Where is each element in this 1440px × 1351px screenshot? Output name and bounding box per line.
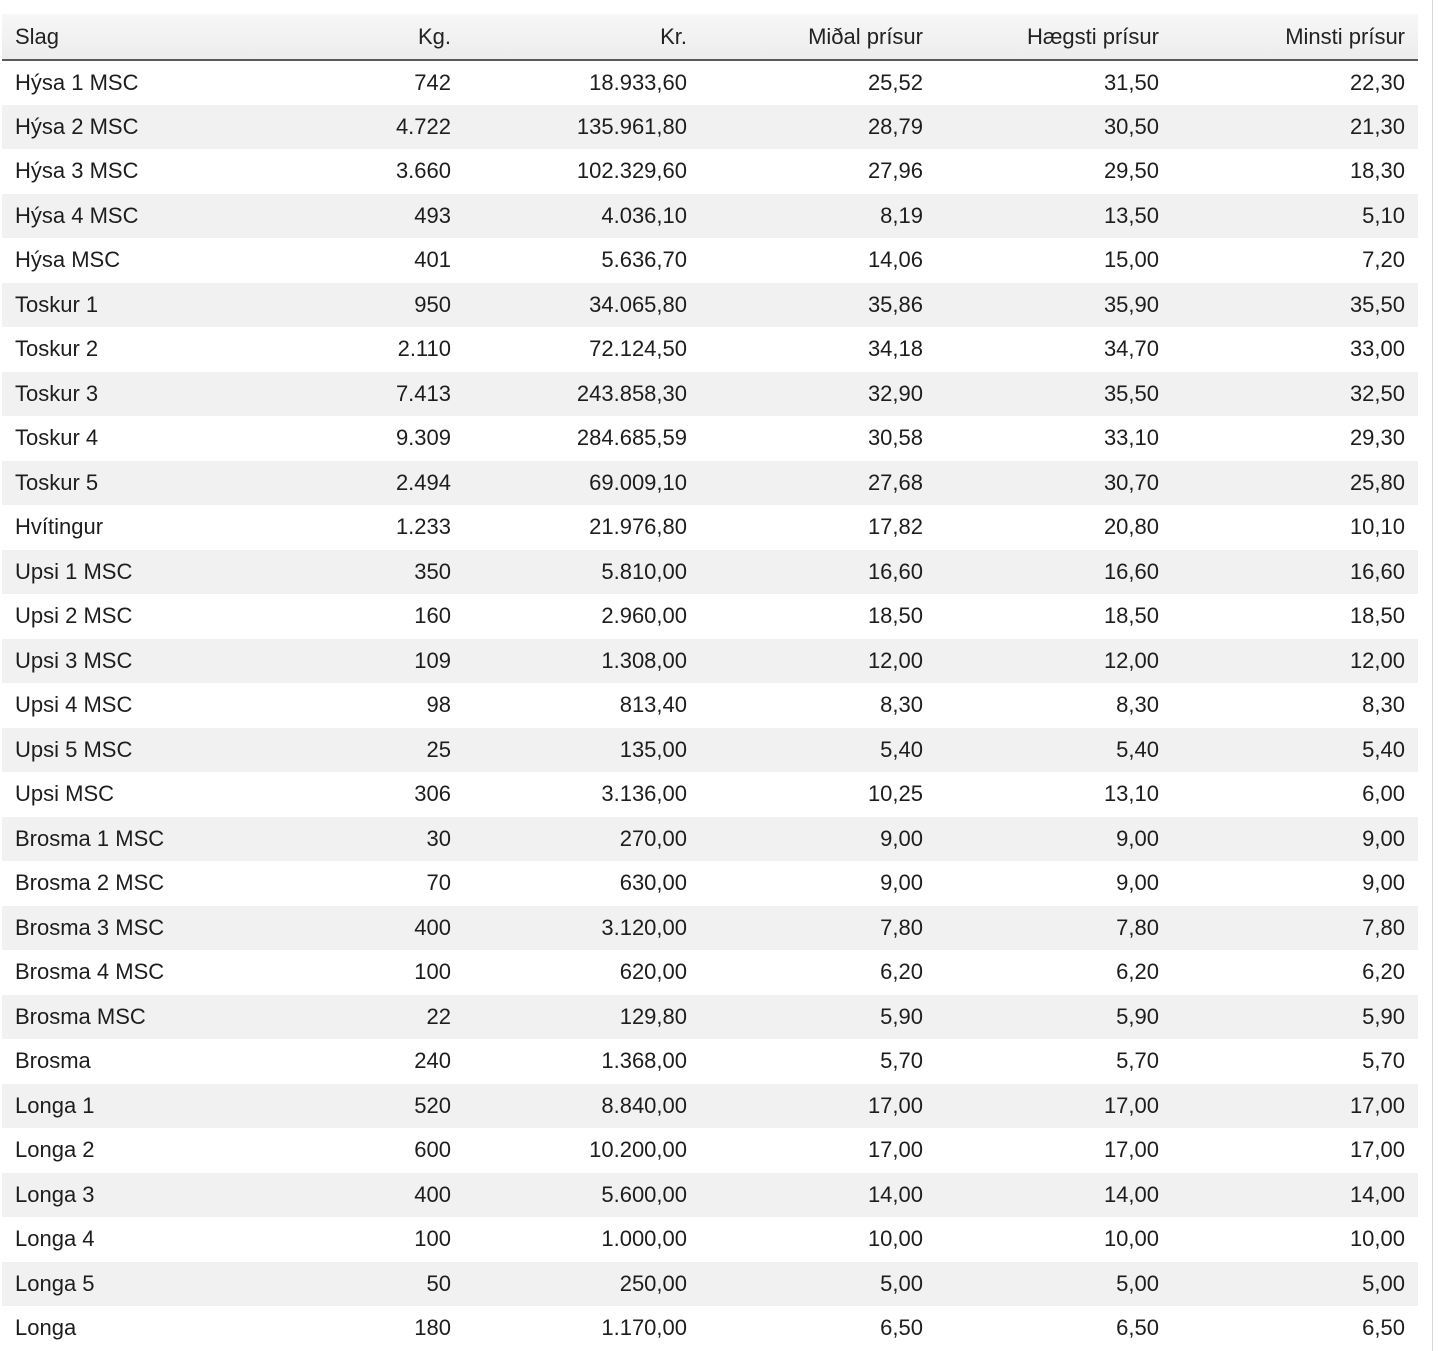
header-row bbox=[2, 14, 1418, 60]
table-row bbox=[2, 1084, 1418, 1129]
highest-price-cell: 18,50 bbox=[1103, 603, 1159, 629]
table-row bbox=[2, 861, 1418, 906]
species-cell: Upsi MSC bbox=[15, 781, 115, 807]
lowest-price-cell: 33,00 bbox=[1349, 336, 1405, 362]
table-row bbox=[2, 1217, 1418, 1262]
average-price-cell: 10,25 bbox=[867, 781, 923, 807]
highest-price-cell: 31,50 bbox=[1103, 69, 1159, 95]
highest-price-cell: 29,50 bbox=[1103, 158, 1159, 184]
highest-price-cell: 5,90 bbox=[1116, 1003, 1159, 1029]
average-price-cell: 17,82 bbox=[867, 514, 923, 540]
table-row bbox=[2, 372, 1418, 417]
species-cell: Brosma 4 MSC bbox=[15, 959, 165, 985]
highest-price-cell: 14,00 bbox=[1103, 1181, 1159, 1207]
average-price-cell: 32,90 bbox=[867, 380, 923, 406]
species-cell: Brosma bbox=[15, 1048, 91, 1074]
price-table bbox=[2, 14, 1418, 1351]
lowest-price-cell: 9,00 bbox=[1362, 870, 1405, 896]
kr-cell: 5.600,00 bbox=[601, 1181, 687, 1207]
highest-price-cell: 5,00 bbox=[1116, 1270, 1159, 1296]
lowest-price-cell: 6,20 bbox=[1362, 959, 1405, 985]
highest-price-cell: 30,50 bbox=[1103, 113, 1159, 139]
species-cell: Toskur 4 bbox=[15, 425, 99, 451]
species-cell: Toskur 3 bbox=[15, 380, 99, 406]
column-header-highest-price[interactable]: Hægsti prísur bbox=[936, 14, 1172, 60]
species-cell: Hýsa 4 MSC bbox=[15, 202, 139, 228]
species-cell: Hýsa 3 MSC bbox=[15, 158, 139, 184]
species-cell: Longa bbox=[15, 1315, 77, 1341]
kg-cell: 600 bbox=[414, 1137, 451, 1163]
species-cell: Longa 2 bbox=[15, 1137, 95, 1163]
kr-cell: 243.858,30 bbox=[576, 380, 687, 406]
kr-cell: 3.136,00 bbox=[601, 781, 687, 807]
table-row bbox=[2, 105, 1418, 150]
kg-cell: 9.309 bbox=[395, 425, 451, 451]
species-cell: Toskur 1 bbox=[15, 291, 99, 317]
column-header-kr[interactable]: Kr. bbox=[464, 14, 700, 60]
table-row bbox=[2, 550, 1418, 595]
lowest-price-cell: 29,30 bbox=[1349, 425, 1405, 451]
highest-price-cell: 13,10 bbox=[1103, 781, 1159, 807]
lowest-price-cell: 18,50 bbox=[1349, 603, 1405, 629]
lowest-price-cell: 8,30 bbox=[1362, 692, 1405, 718]
lowest-price-cell: 5,10 bbox=[1362, 202, 1405, 228]
highest-price-cell: 9,00 bbox=[1116, 870, 1159, 896]
lowest-price-cell: 32,50 bbox=[1349, 380, 1405, 406]
kg-cell: 950 bbox=[414, 291, 451, 317]
species-cell: Toskur 5 bbox=[15, 469, 99, 495]
lowest-price-cell: 5,40 bbox=[1362, 736, 1405, 762]
kr-cell: 135,00 bbox=[619, 736, 687, 762]
table-row bbox=[2, 1128, 1418, 1173]
table-row bbox=[2, 995, 1418, 1040]
lowest-price-cell: 25,80 bbox=[1349, 469, 1405, 495]
average-price-cell: 8,30 bbox=[880, 692, 923, 718]
kg-cell: 109 bbox=[414, 647, 451, 673]
kg-cell: 2.494 bbox=[395, 469, 451, 495]
average-price-cell: 10,00 bbox=[867, 1226, 923, 1252]
column-header-slag[interactable]: Slag bbox=[2, 14, 228, 60]
table-row bbox=[2, 817, 1418, 862]
kg-cell: 7.413 bbox=[395, 380, 451, 406]
table-row bbox=[2, 1262, 1418, 1307]
kr-cell: 18.933,60 bbox=[589, 69, 687, 95]
table-row bbox=[2, 683, 1418, 728]
species-cell: Hýsa MSC bbox=[15, 247, 121, 273]
column-header-lowest-price[interactable]: Minsti prísur bbox=[1172, 14, 1418, 60]
kg-cell: 742 bbox=[414, 69, 451, 95]
kg-cell: 350 bbox=[414, 558, 451, 584]
highest-price-cell: 30,70 bbox=[1103, 469, 1159, 495]
lowest-price-cell: 10,10 bbox=[1349, 514, 1405, 540]
highest-price-cell: 16,60 bbox=[1103, 558, 1159, 584]
table-row bbox=[2, 60, 1418, 105]
species-cell: Upsi 5 MSC bbox=[15, 736, 133, 762]
kr-cell: 10.200,00 bbox=[589, 1137, 687, 1163]
kr-cell: 1.000,00 bbox=[601, 1226, 687, 1252]
kg-cell: 98 bbox=[426, 692, 451, 718]
highest-price-cell: 6,20 bbox=[1116, 959, 1159, 985]
species-cell: Hýsa 2 MSC bbox=[15, 113, 139, 139]
lowest-price-cell: 18,30 bbox=[1349, 158, 1405, 184]
average-price-cell: 35,86 bbox=[867, 291, 923, 317]
kr-cell: 5.810,00 bbox=[601, 558, 687, 584]
kr-cell: 2.960,00 bbox=[601, 603, 687, 629]
kr-cell: 129,80 bbox=[619, 1003, 687, 1029]
highest-price-cell: 8,30 bbox=[1116, 692, 1159, 718]
table-row bbox=[2, 283, 1418, 328]
lowest-price-cell: 5,90 bbox=[1362, 1003, 1405, 1029]
table-row bbox=[2, 1173, 1418, 1218]
average-price-cell: 5,00 bbox=[880, 1270, 923, 1296]
kg-cell: 4.722 bbox=[395, 113, 451, 139]
species-cell: Upsi 3 MSC bbox=[15, 647, 133, 673]
species-cell: Brosma 1 MSC bbox=[15, 825, 165, 851]
species-cell: Longa 3 bbox=[15, 1181, 95, 1207]
highest-price-cell: 10,00 bbox=[1103, 1226, 1159, 1252]
lowest-price-cell: 12,00 bbox=[1349, 647, 1405, 673]
table-row bbox=[2, 594, 1418, 639]
kr-cell: 1.170,00 bbox=[601, 1315, 687, 1341]
lowest-price-cell: 17,00 bbox=[1349, 1092, 1405, 1118]
highest-price-cell: 5,70 bbox=[1116, 1048, 1159, 1074]
table-header bbox=[2, 14, 1418, 60]
species-cell: Upsi 2 MSC bbox=[15, 603, 133, 629]
table-row bbox=[2, 1039, 1418, 1084]
kg-cell: 2.110 bbox=[397, 336, 451, 362]
kg-cell: 400 bbox=[414, 914, 451, 940]
kr-cell: 1.308,00 bbox=[601, 647, 687, 673]
species-cell: Toskur 2 bbox=[15, 336, 99, 362]
average-price-cell: 17,00 bbox=[867, 1137, 923, 1163]
average-price-cell: 5,70 bbox=[880, 1048, 923, 1074]
kg-cell: 70 bbox=[426, 870, 451, 896]
kg-cell: 25 bbox=[426, 736, 451, 762]
table-row bbox=[2, 772, 1418, 817]
kr-cell: 4.036,10 bbox=[601, 202, 687, 228]
average-price-cell: 5,90 bbox=[880, 1003, 923, 1029]
highest-price-cell: 12,00 bbox=[1103, 647, 1159, 673]
kg-cell: 3.660 bbox=[395, 158, 451, 184]
kg-cell: 400 bbox=[414, 1181, 451, 1207]
kg-cell: 180 bbox=[414, 1315, 451, 1341]
kg-cell: 100 bbox=[414, 959, 451, 985]
table-row bbox=[2, 461, 1418, 506]
average-price-cell: 8,19 bbox=[880, 202, 923, 228]
average-price-cell: 16,60 bbox=[867, 558, 923, 584]
kr-cell: 72.124,50 bbox=[589, 336, 687, 362]
highest-price-cell: 34,70 bbox=[1103, 336, 1159, 362]
lowest-price-cell: 6,50 bbox=[1362, 1315, 1405, 1341]
kg-cell: 50 bbox=[426, 1270, 451, 1296]
table-body bbox=[2, 60, 1418, 1351]
average-price-cell: 7,80 bbox=[880, 914, 923, 940]
table-row bbox=[2, 950, 1418, 995]
table-row bbox=[2, 238, 1418, 283]
average-price-cell: 5,40 bbox=[880, 736, 923, 762]
highest-price-cell: 20,80 bbox=[1103, 514, 1159, 540]
table-row bbox=[2, 1306, 1418, 1351]
kr-cell: 102.329,60 bbox=[576, 158, 687, 184]
average-price-cell: 12,00 bbox=[867, 647, 923, 673]
table-row bbox=[2, 327, 1418, 372]
average-price-cell: 14,00 bbox=[867, 1181, 923, 1207]
species-cell: Upsi 4 MSC bbox=[15, 692, 133, 718]
average-price-cell: 6,20 bbox=[880, 959, 923, 985]
kg-cell: 30 bbox=[426, 825, 451, 851]
average-price-cell: 18,50 bbox=[867, 603, 923, 629]
kr-cell: 135.961,80 bbox=[576, 113, 687, 139]
highest-price-cell: 7,80 bbox=[1116, 914, 1159, 940]
kg-cell: 520 bbox=[414, 1092, 451, 1118]
species-cell: Brosma 3 MSC bbox=[15, 914, 165, 940]
lowest-price-cell: 22,30 bbox=[1349, 69, 1405, 95]
kg-cell: 100 bbox=[414, 1226, 451, 1252]
kr-cell: 3.120,00 bbox=[601, 914, 687, 940]
table-row bbox=[2, 416, 1418, 461]
table-row bbox=[2, 505, 1418, 550]
highest-price-cell: 35,50 bbox=[1103, 380, 1159, 406]
highest-price-cell: 33,10 bbox=[1103, 425, 1159, 451]
highest-price-cell: 35,90 bbox=[1103, 291, 1159, 317]
table-row bbox=[2, 906, 1418, 951]
lowest-price-cell: 7,20 bbox=[1362, 247, 1405, 273]
average-price-cell: 9,00 bbox=[880, 870, 923, 896]
average-price-cell: 27,68 bbox=[867, 469, 923, 495]
table-row bbox=[2, 194, 1418, 239]
table-row bbox=[2, 728, 1418, 773]
species-cell: Hýsa 1 MSC bbox=[15, 69, 139, 95]
species-cell: Brosma 2 MSC bbox=[15, 870, 165, 896]
lowest-price-cell: 35,50 bbox=[1349, 291, 1405, 317]
kg-cell: 22 bbox=[426, 1003, 451, 1029]
kr-cell: 69.009,10 bbox=[589, 469, 687, 495]
lowest-price-cell: 5,00 bbox=[1362, 1270, 1405, 1296]
lowest-price-cell: 14,00 bbox=[1349, 1181, 1405, 1207]
highest-price-cell: 13,50 bbox=[1103, 202, 1159, 228]
average-price-cell: 27,96 bbox=[867, 158, 923, 184]
lowest-price-cell: 6,00 bbox=[1362, 781, 1405, 807]
kr-cell: 250,00 bbox=[619, 1270, 687, 1296]
highest-price-cell: 9,00 bbox=[1116, 825, 1159, 851]
average-price-cell: 28,79 bbox=[867, 113, 923, 139]
kr-cell: 5.636,70 bbox=[601, 247, 687, 273]
species-cell: Hvítingur bbox=[15, 514, 104, 540]
kr-cell: 284.685,59 bbox=[576, 425, 687, 451]
lowest-price-cell: 7,80 bbox=[1362, 914, 1405, 940]
highest-price-cell: 6,50 bbox=[1116, 1315, 1159, 1341]
kg-cell: 1.233 bbox=[395, 514, 451, 540]
kg-cell: 306 bbox=[414, 781, 451, 807]
kr-cell: 1.368,00 bbox=[601, 1048, 687, 1074]
highest-price-cell: 17,00 bbox=[1103, 1092, 1159, 1118]
kr-cell: 21.976,80 bbox=[589, 514, 687, 540]
average-price-cell: 14,06 bbox=[867, 247, 923, 273]
lowest-price-cell: 5,70 bbox=[1362, 1048, 1405, 1074]
highest-price-cell: 15,00 bbox=[1103, 247, 1159, 273]
average-price-cell: 30,58 bbox=[867, 425, 923, 451]
kr-cell: 270,00 bbox=[619, 825, 687, 851]
kg-cell: 160 bbox=[414, 603, 451, 629]
kr-cell: 630,00 bbox=[619, 870, 687, 896]
species-cell: Longa 5 bbox=[15, 1270, 95, 1296]
table-row bbox=[2, 149, 1418, 194]
kg-cell: 493 bbox=[414, 202, 451, 228]
kg-cell: 401 bbox=[414, 247, 451, 273]
column-header-average-price[interactable]: Miðal prísur bbox=[700, 14, 936, 60]
average-price-cell: 25,52 bbox=[867, 69, 923, 95]
species-cell: Upsi 1 MSC bbox=[15, 558, 133, 584]
lowest-price-cell: 10,00 bbox=[1349, 1226, 1405, 1252]
average-price-cell: 17,00 bbox=[867, 1092, 923, 1118]
lowest-price-cell: 9,00 bbox=[1362, 825, 1405, 851]
average-price-cell: 6,50 bbox=[880, 1315, 923, 1341]
kg-cell: 240 bbox=[414, 1048, 451, 1074]
lowest-price-cell: 16,60 bbox=[1349, 558, 1405, 584]
table-row bbox=[2, 639, 1418, 684]
right-divider bbox=[1432, 0, 1433, 1351]
highest-price-cell: 17,00 bbox=[1103, 1137, 1159, 1163]
species-cell: Longa 4 bbox=[15, 1226, 95, 1252]
kr-cell: 34.065,80 bbox=[589, 291, 687, 317]
average-price-cell: 9,00 bbox=[880, 825, 923, 851]
kr-cell: 813,40 bbox=[619, 692, 687, 718]
highest-price-cell: 5,40 bbox=[1116, 736, 1159, 762]
kr-cell: 8.840,00 bbox=[601, 1092, 687, 1118]
column-header-kg[interactable]: Kg. bbox=[228, 14, 464, 60]
species-cell: Longa 1 bbox=[15, 1092, 95, 1118]
lowest-price-cell: 17,00 bbox=[1349, 1137, 1405, 1163]
lowest-price-cell: 21,30 bbox=[1349, 113, 1405, 139]
average-price-cell: 34,18 bbox=[867, 336, 923, 362]
kr-cell: 620,00 bbox=[619, 959, 687, 985]
species-cell: Brosma MSC bbox=[15, 1003, 146, 1029]
